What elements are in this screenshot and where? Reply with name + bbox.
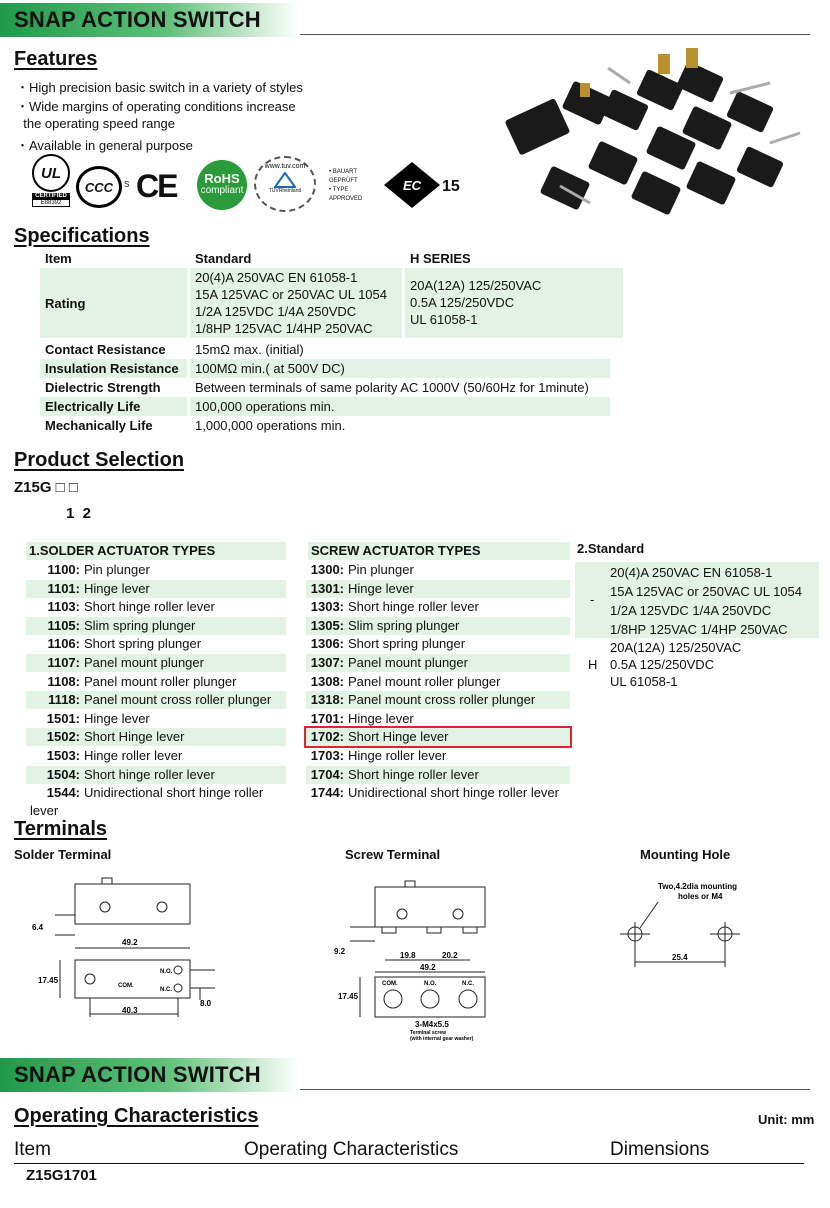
selection-row [306, 691, 570, 709]
feature-item: ・Wide margins of operating conditions increase [16, 99, 296, 114]
selection-code: 1544: [46, 785, 80, 801]
bauart-text: • BAUART GEPRÜFT • TYPE APPROVED [329, 169, 363, 202]
feature-item: the operating speed range [16, 116, 176, 131]
selection-code: 1300: [310, 562, 344, 577]
op-header-rule [14, 1163, 804, 1164]
bottom-banner [0, 1058, 830, 1092]
selection-name: Unidirectional short hinge roller lever [30, 785, 264, 819]
ccc-logo: CCC [76, 166, 122, 208]
selection-code: 1118: [48, 692, 80, 708]
selection-name: Slim spring plunger [84, 617, 196, 633]
mounting-hole-drawing [610, 872, 770, 972]
screw-terminal-drawing [330, 872, 505, 1047]
rating-standard-line: 1/2A 125VDC 1/4A 250VDC [195, 304, 357, 319]
rating-standard-line: 15A 125VAC or 250VAC UL 1054 [195, 287, 387, 302]
standard-h-lines [610, 639, 741, 690]
operating-title: Operating Characteristics [14, 1105, 259, 1127]
rating-h-line: 0.5A 125/250VDC [410, 295, 515, 310]
svg-text:40.3: 40.3 [122, 1006, 138, 1015]
selection-code: 1318: [310, 692, 344, 708]
selection-name: Short spring plunger [84, 636, 202, 652]
svg-text:Two,4.2dia mounting: Two,4.2dia mounting [658, 882, 737, 891]
solder-terminal-drawing [30, 872, 230, 1022]
selection-row [26, 635, 286, 653]
selection-name: Short Hinge lever [348, 729, 449, 745]
svg-text:20.2: 20.2 [442, 951, 458, 960]
selection-name: Panel mount plunger [84, 655, 204, 670]
selection-name: Hinge lever [84, 580, 150, 596]
enec-logo [382, 160, 442, 210]
selection-row [306, 673, 570, 691]
svg-text:N.O.: N.O. [424, 981, 437, 987]
selection-code: 1308: [310, 673, 344, 689]
selection-code: 1502: [46, 729, 80, 745]
svg-text:17.45: 17.45 [338, 992, 359, 1001]
selection-name: Short spring plunger [348, 636, 466, 652]
rohs-logo: RoHS compliant [197, 160, 247, 210]
selection-code: 1303: [310, 599, 344, 615]
selection-row [26, 561, 286, 579]
cert-logos: UL CERTIFIED E88392 CCC S CE RoHS compliant www.tuv.com TÜVRheinland • BAUART GEPRÜFT • TYPE APPROVED EC 15 [14, 152, 474, 218]
selection-row [26, 673, 286, 691]
spec-rating-h-cell [405, 268, 623, 338]
standard-dash-label: - [590, 592, 595, 607]
svg-text:holes or M4: holes or M4 [678, 892, 723, 901]
selection-code: 1702: [310, 729, 344, 745]
selection-code: 1306: [310, 636, 344, 652]
selection-code: 1305: [310, 617, 344, 633]
selection-name: Panel mount cross roller plunger [84, 692, 272, 708]
selection-name: Hinge roller lever [348, 748, 447, 763]
standard-line: UL 61058-1 [610, 674, 678, 689]
svg-text:3-M4x5.5: 3-M4x5.5 [415, 1020, 449, 1029]
selection-row [306, 747, 570, 765]
svg-text:COM.: COM. [118, 983, 134, 989]
spec-row: Insulation Resistance 100MΩ min.( at 500V DC) [40, 359, 610, 378]
selection-name: Hinge lever [348, 710, 414, 726]
selection-code: 1704: [310, 766, 344, 782]
spec-rating-standard-cell [190, 268, 402, 338]
selection-name: Panel mount cross roller plunger [348, 692, 536, 708]
selection-code: 1100: [47, 562, 80, 577]
selection-code: 1744: [310, 785, 344, 801]
rating-standard-line: 20(4)A 250VAC EN 61058-1 [195, 270, 358, 285]
selection-row [26, 654, 286, 672]
ul-logo: UL CERTIFIED E88392 [32, 154, 70, 212]
selection-row [26, 747, 286, 765]
selection-name: Hinge lever [84, 710, 150, 726]
selection-code: 1108: [47, 673, 80, 689]
selection-name: Panel mount roller plunger [348, 673, 501, 689]
svg-text:N.C.: N.C. [462, 981, 474, 987]
feature-item: ・High precision basic switch in a variety of styles [16, 80, 303, 95]
spec-header-standard: Standard [195, 251, 252, 266]
standard-line: 15A 125VAC or 250VAC UL 1054 [610, 584, 802, 599]
svg-text:Terminal screw: Terminal screw [410, 1030, 447, 1036]
selection-name: Hinge lever [348, 580, 414, 596]
spec-row: Electrically Life 100,000 operations min. [40, 397, 610, 416]
screw-header: SCREW ACTUATOR TYPES [308, 542, 570, 560]
selection-code: 1106: [47, 636, 80, 652]
selection-code: 1501: [46, 710, 80, 726]
selection-name: Slim spring plunger [348, 617, 460, 633]
rating-h-line: UL 61058-1 [410, 312, 478, 327]
selection-row [306, 654, 570, 672]
standard-h-label: H [588, 657, 598, 672]
standard-line: 0.5A 125/250VDC [610, 657, 715, 672]
spec-header-item: Item [45, 251, 72, 266]
selection-row [306, 617, 570, 635]
bottom-banner-title: SNAP ACTION SWITCH [14, 1062, 261, 1087]
unit-label: Unit: mm [758, 1112, 815, 1127]
standard-line: 1/8HP 125VAC 1/4HP 250VAC [610, 622, 788, 637]
standard-dash-lines [610, 563, 802, 639]
spec-rating-label: Rating [45, 296, 86, 311]
selection-name: Short hinge roller lever [348, 766, 479, 782]
standard-line: 20(4)A 250VAC EN 61058-1 [610, 565, 773, 580]
mounting-hole-title: Mounting Hole [640, 847, 731, 862]
selection-row [306, 766, 570, 784]
selection-row [306, 710, 570, 728]
model-positions: 1 2 [66, 505, 92, 522]
selection-name: Short Hinge lever [84, 729, 185, 745]
selection-name: Panel mount plunger [348, 655, 468, 670]
spec-row: Mechanically Life 1,000,000 operations min. [45, 418, 346, 433]
selection-code: 1503: [46, 748, 80, 763]
selection-row [306, 784, 570, 802]
selection-name: Panel mount roller plunger [84, 673, 237, 689]
svg-text:N.C.: N.C. [160, 987, 172, 993]
selection-row [26, 784, 286, 819]
spec-header-row [40, 250, 623, 267]
svg-text:EC: EC [402, 178, 422, 193]
selection-code: 1703: [310, 748, 344, 763]
standard-line: 1/2A 125VDC 1/4A 250VDC [610, 603, 772, 618]
selection-row [306, 598, 570, 616]
selection-code: 1103: [47, 599, 80, 615]
standard-title: 2.Standard [577, 541, 645, 556]
svg-text:COM.: COM. [382, 981, 398, 987]
op-header-characteristics: Operating Characteristics [244, 1139, 459, 1160]
selection-code: 1105: [47, 617, 80, 633]
svg-text:N.O.: N.O. [160, 969, 173, 975]
svg-text:(with internal gear washer): (with internal gear washer) [410, 1036, 474, 1042]
selection-row [26, 691, 286, 709]
selection-row [306, 635, 570, 653]
svg-text:8.0: 8.0 [200, 999, 212, 1008]
selection-row [26, 766, 286, 784]
selection-code: 1504: [46, 766, 80, 782]
svg-text:49.2: 49.2 [420, 963, 436, 972]
selection-code: 1301: [310, 580, 344, 596]
svg-text:49.2: 49.2 [122, 938, 138, 947]
selection-name: Hinge roller lever [84, 748, 183, 763]
selection-row [306, 728, 570, 746]
spec-row: Dielectric Strength Between terminals of same polarity AC 1000V (50/60Hz for 1minute) [45, 380, 589, 395]
selection-name: Short hinge roller lever [84, 599, 215, 615]
selection-code: 1107: [47, 655, 80, 670]
selection-row [26, 710, 286, 728]
svg-text:9.2: 9.2 [334, 947, 346, 956]
svg-text:25.4: 25.4 [672, 953, 688, 962]
feature-item: ・Available in general purpose [16, 138, 193, 153]
svg-text:19.8: 19.8 [400, 951, 416, 960]
features-title: Features [14, 48, 98, 70]
selection-row [306, 561, 570, 579]
terminals-title: Terminals [14, 818, 107, 840]
selection-code: 1101: [47, 580, 80, 596]
svg-text:17.45: 17.45 [38, 976, 59, 985]
ce-logo: CE [136, 168, 177, 204]
model-code: Z15G □ □ [14, 479, 78, 496]
standard-line: 20A(12A) 125/250VAC [610, 640, 742, 655]
op-header-dimensions: Dimensions [610, 1139, 710, 1160]
op-header-item: Item [14, 1139, 51, 1160]
spec-row: Contact Resistance 15mΩ max. (initial) [45, 342, 304, 357]
selection-code: 1307: [310, 655, 344, 670]
selection-row [26, 617, 286, 635]
selection-row [26, 598, 286, 616]
top-banner-title: SNAP ACTION SWITCH [14, 7, 261, 32]
screw-terminal-title: Screw Terminal [345, 847, 441, 862]
op-model: Z15G1701 [26, 1167, 97, 1184]
tuv-logo: www.tuv.com TÜVRheinland [254, 156, 316, 212]
solder-header: 1.SOLDER ACTUATOR TYPES [26, 542, 286, 560]
selection-row [26, 580, 286, 598]
selection-name: Unidirectional short hinge roller lever [348, 785, 559, 801]
specifications-title: Specifications [14, 225, 150, 247]
product-selection-title: Product Selection [14, 449, 185, 471]
spec-header-h: H SERIES [410, 251, 471, 266]
selection-row [306, 580, 570, 598]
selection-name: Short hinge roller lever [348, 599, 479, 615]
selection-row [26, 728, 286, 746]
solder-terminal-title: Solder Terminal [14, 847, 112, 862]
selection-name: Short hinge roller lever [84, 766, 215, 782]
selection-name: Pin plunger [348, 562, 414, 577]
selection-name: Pin plunger [84, 562, 150, 577]
rating-standard-line: 1/8HP 125VAC 1/4HP 250VAC [195, 321, 373, 336]
top-banner [0, 3, 830, 37]
enec-number: 15 [442, 178, 460, 195]
selection-code: 1701: [310, 710, 344, 726]
product-photo [500, 38, 810, 228]
svg-text:6.4: 6.4 [32, 923, 44, 932]
rating-h-line: 20A(12A) 125/250VAC [410, 278, 542, 293]
